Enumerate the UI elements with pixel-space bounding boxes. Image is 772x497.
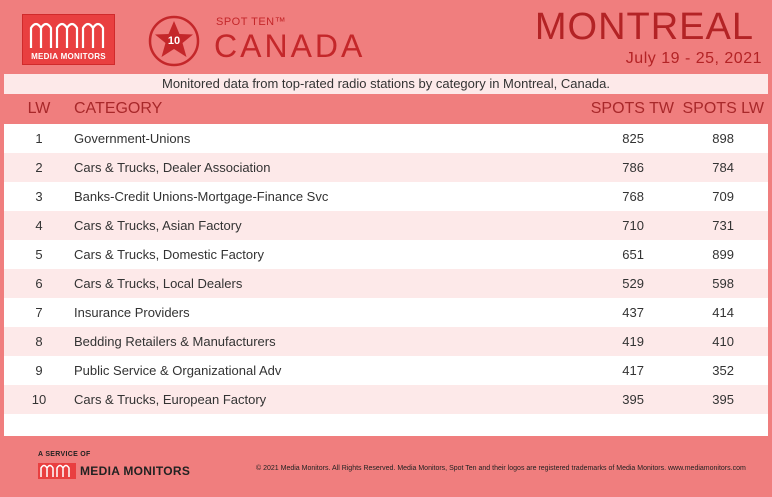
row-spots-tw: 710 bbox=[622, 218, 644, 233]
row-lw: 10 bbox=[31, 392, 47, 407]
row-category: Cars & Trucks, Local Dealers bbox=[74, 276, 243, 291]
header-category: CATEGORY bbox=[74, 100, 163, 117]
row-lw: 5 bbox=[35, 247, 43, 262]
country-title: CANADA bbox=[214, 28, 366, 64]
table-row bbox=[4, 269, 768, 298]
row-spots-tw: 786 bbox=[622, 160, 644, 175]
row-spots-tw: 825 bbox=[622, 131, 644, 146]
badge-number: 10 bbox=[167, 35, 181, 47]
table-row bbox=[4, 298, 768, 327]
table-row bbox=[4, 182, 768, 211]
footer-logo bbox=[38, 463, 190, 479]
row-category: Cars & Trucks, Asian Factory bbox=[74, 218, 242, 233]
spot-ten-label: SPOT TEN™ bbox=[216, 16, 287, 28]
table-header bbox=[4, 94, 768, 124]
row-category: Cars & Trucks, Dealer Association bbox=[74, 160, 271, 175]
waveform-icon bbox=[38, 463, 76, 479]
row-lw: 7 bbox=[35, 305, 43, 320]
row-spots-lw: 395 bbox=[712, 392, 734, 407]
row-spots-lw: 410 bbox=[712, 334, 734, 349]
row-spots-tw: 768 bbox=[622, 189, 644, 204]
row-lw: 8 bbox=[35, 334, 43, 349]
footer-logo-name: MEDIA MONITORS bbox=[80, 464, 191, 478]
row-lw: 2 bbox=[35, 160, 43, 175]
table-row bbox=[4, 124, 768, 153]
row-spots-tw: 437 bbox=[622, 305, 644, 320]
row-spots-tw: 417 bbox=[622, 363, 644, 378]
table-row bbox=[4, 327, 768, 356]
header-spots-lw: SPOTS LW bbox=[682, 100, 764, 117]
table-row bbox=[4, 211, 768, 240]
table-row bbox=[4, 356, 768, 385]
row-lw: 6 bbox=[35, 276, 43, 291]
waveform-icon bbox=[27, 20, 111, 52]
rankings-table bbox=[4, 94, 768, 414]
row-spots-tw: 529 bbox=[622, 276, 644, 291]
row-category: Cars & Trucks, Domestic Factory bbox=[74, 247, 264, 262]
table-row bbox=[4, 153, 768, 182]
row-spots-lw: 414 bbox=[712, 305, 734, 320]
row-spots-tw: 651 bbox=[622, 247, 644, 262]
row-lw: 9 bbox=[35, 363, 43, 378]
row-spots-lw: 899 bbox=[712, 247, 734, 262]
row-spots-tw: 419 bbox=[622, 334, 644, 349]
header-lw: LW bbox=[27, 100, 51, 117]
row-category: Cars & Trucks, European Factory bbox=[74, 392, 267, 407]
spot-ten-badge bbox=[148, 15, 200, 67]
row-spots-lw: 731 bbox=[712, 218, 734, 233]
row-lw: 4 bbox=[35, 218, 43, 233]
table-row bbox=[4, 240, 768, 269]
row-spots-lw: 352 bbox=[712, 363, 734, 378]
date-range: July 19 - 25, 2021 bbox=[625, 50, 762, 67]
table-bottom-spacer bbox=[4, 414, 768, 436]
row-lw: 1 bbox=[35, 131, 43, 146]
row-lw: 3 bbox=[35, 189, 43, 204]
row-spots-lw: 898 bbox=[712, 131, 734, 146]
city-title: MONTREAL bbox=[534, 6, 754, 48]
service-label: A SERVICE OF bbox=[38, 451, 91, 458]
copyright-text: © 2021 Media Monitors. All Rights Reserved. Media Monitors, Spot Ten and their logos are registered trademarks of Media Monitors. www.mediamonitors.com bbox=[256, 465, 746, 472]
row-category: Bedding Retailers & Manufacturers bbox=[74, 334, 276, 349]
row-category: Insurance Providers bbox=[74, 305, 190, 320]
row-spots-lw: 598 bbox=[712, 276, 734, 291]
header-spots-tw: SPOTS TW bbox=[590, 100, 674, 117]
subtitle: Monitored data from top-rated radio stations by category in Montreal, Canada. bbox=[4, 74, 768, 94]
media-monitors-logo bbox=[22, 14, 115, 65]
logo-text: MEDIA MONITORS bbox=[31, 52, 106, 61]
row-category: Government-Unions bbox=[74, 131, 191, 146]
row-spots-lw: 709 bbox=[712, 189, 734, 204]
row-spots-tw: 395 bbox=[622, 392, 644, 407]
row-category: Public Service & Organizational Adv bbox=[74, 363, 282, 378]
row-spots-lw: 784 bbox=[712, 160, 734, 175]
row-category: Banks-Credit Unions-Mortgage-Finance Svc bbox=[74, 189, 329, 204]
table-row bbox=[4, 385, 768, 414]
